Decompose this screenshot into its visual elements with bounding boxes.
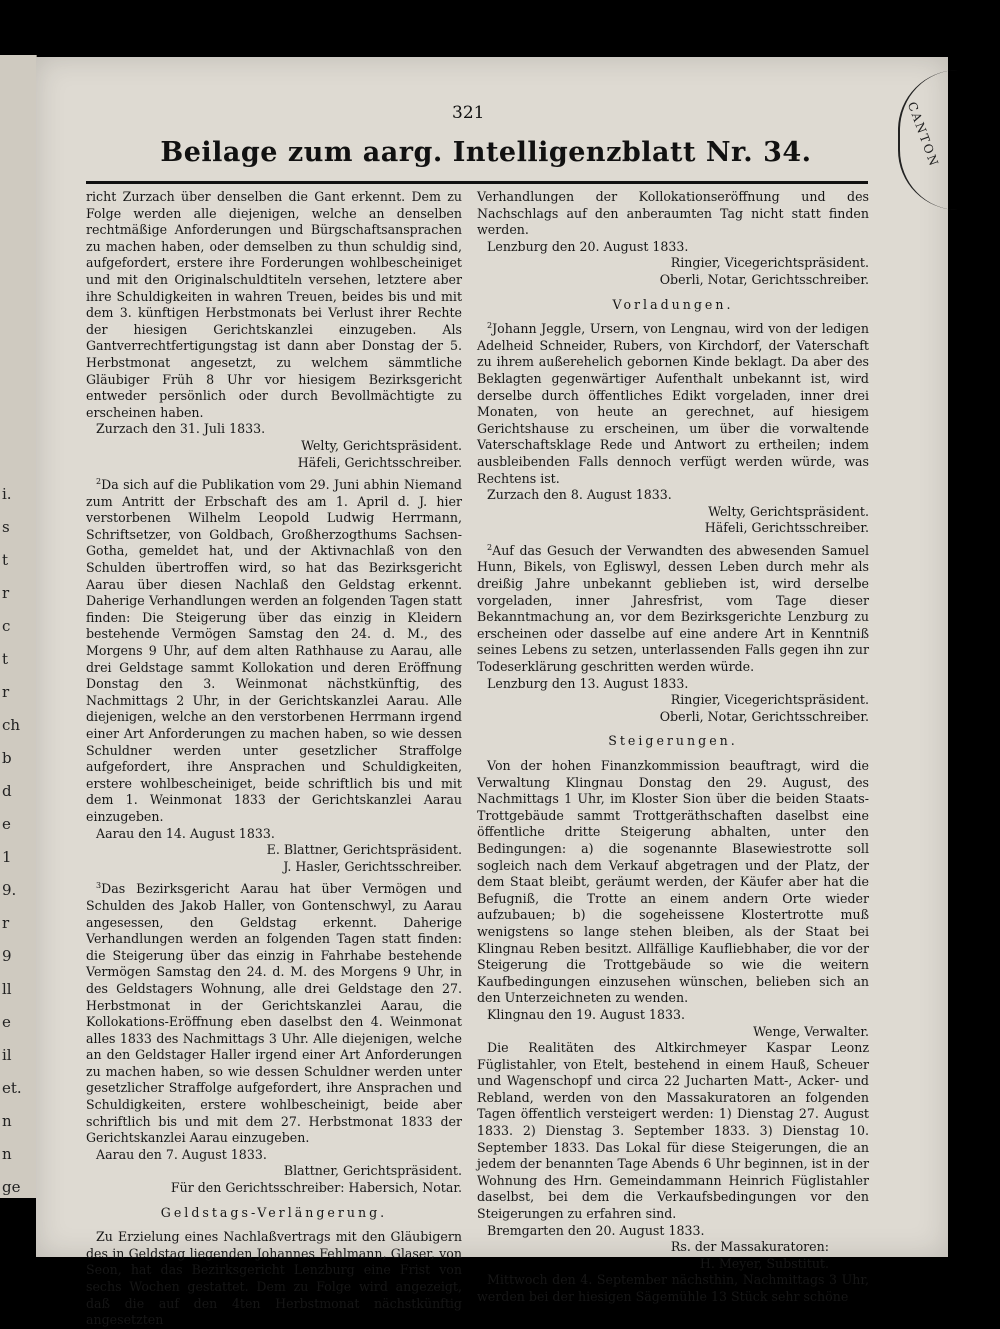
prev-page-fragment: s xyxy=(2,518,10,536)
notice-text: $^3$Das Bezirksgericht Aarau hat über Vermögen und Schulden des Jakob Haller, von Gontenschwyl, zu Aarau angesessen, den Geldstag erkennt. Daherige Verhandlungen werden an folgenden Tagen statt finden: die Steigerung über das einzig in Fahrhabe bestehende Vermögen Samstag den 24. d. M. des Morgens 9 Uhr, in des Geldstagers Wohnung, alle drei Geldstage den 27. Herbstmonat in der Gerichtskanzlei Aarau, die Kollokations-Eröffnung eben daselbst den 4. Weinmonat alles 1833 des Nachmittags 3 Uhr. Alle diejenigen, welche an den Geldstager Haller irgend einer Art Anforderungen zu machen haben, so wie dessen Schuldner werden unter gesetzlicher Straffolge aufgefordert, ihre Ansprachen und Schuldigkeiten, erstere wohlbescheinigt, beide aber schriftlich bis und mit dem 27. Herbstmonat 1833 der Gerichtskanzlei Aarau einzugeben. xyxy=(86,881,462,1146)
previous-page-edge xyxy=(0,55,37,1198)
signature: Welty, Gerichtspräsident. xyxy=(708,503,869,519)
prev-page-fragment: n xyxy=(2,1112,12,1130)
newspaper-page xyxy=(36,57,948,1328)
notice-text: Zu Erzielung eines Nachlaßvertrags mit den Gläubigern des in Geldstag liegenden Johannes Fehlmann, Glaser, von Seon, hat das Bezirksgericht Lenzburg eine Frist von sechs Wochen gestattet. Dem zu Folge wird angezeigt, daß die auf den 4ten Herbstmonat nächstkünftig angesetzten xyxy=(86,1229,462,1328)
notice-text: Von der hohen Finanzkommission beauftragt, wird die Verwaltung Klingnau Donstag den 29. August, des Nachmittags 1 Uhr, im Kloster Sion über die beiden Staats-Trottgebäude sammt Trottgeräthschaften daselbst eine öffentliche dritte Steigerung abhalten, unter den Bedingungen: a) die sogenannte Blasewiestrotte soll sogleich nach dem Verkauf abgetragen und der Platz, der dem Staat bleibt, geräumt werden, der Käufer aber hat die Befugniß, die Trotte an einem andern Orte wieder aufzubauen; b) die sogeheissene Klostertrotte muß wenigstens so lange stehen bleiben, als der Staat bei Klingnau Reben besitzt. Allfällige Kaufliebhaber, die vor der Steigerung die Trottgebäude so wie die weitern Kaufbedingungen einzusehen wünschen, belieben sich an den Unterzeichneten zu wenden. xyxy=(477,758,869,1006)
prev-page-fragment: ge xyxy=(2,1178,21,1196)
notice-text: Die Realitäten des Altkirchmeyer Kaspar Leonz Füglistahler, von Etelt, bestehend in einem Hauß, Scheuer und Wagenschopf und circa 22 Jucharten Matt-, Acker- und Rebland, werden von den Massakuratoren an folgenden Tagen öffentlich versteigert werden: 1) Dienstag 27. August 1833. 2) Dienstag 3. September 1833. 3) Dienstag 10. September 1833. Das Lokal für diese Steigerungen, die an jedem der benannten Tage Abends 6 Uhr beginnen, ist in der Wohnung des Hrn. Gemeindammann Heinrich Füglistahler daselbst, bei dem die Verkaufsbedingungen vor den Steigerungen zu erfahren sind. xyxy=(477,1040,869,1222)
notice-text: $^2$Johann Jeggle, Ursern, von Lengnau, wird von der ledigen Adelheid Schneider, Rubers, von Kirchdorf, der Vaterschaft zu ihrem außerehelich gebornen Kinde beklagt. Da aber des Beklagten gegenwärtiger Aufenthalt unbekannt ist, wird derselbe durch öffentliches Edikt vorgeladen, inner drei Monaten, von heute an gerechnet, auf hiesigem Gerichtshause zu erscheinen, um über die vorwaltende Vaterschaftsklage Rede und Antwort zu ertheilen; indem ausbleibenden Falls dennoch verfügt werden würde, was Rechtens ist. xyxy=(477,320,869,486)
signature: Ringier, Vicegerichtspräsident. xyxy=(670,255,869,271)
prev-page-fragment: 1 xyxy=(2,848,12,866)
signature: Blattner, Gerichtspräsident. xyxy=(283,1163,462,1179)
notice-date: Aarau den 14. August 1833. xyxy=(96,825,275,841)
prev-page-fragment: ll xyxy=(2,980,12,998)
signature: Häfeli, Gerichtsschreiber. xyxy=(704,520,869,536)
notice-text: richt Zurzach über denselben die Gant erkennt. Dem zu Folge werden alle diejenigen, welche an denselben rechtmäßige Anforderungen und Bürgschaftsansprachen zu machen haben, oder demselben zu thun schuldig sind, aufgefordert, erstere ihre Forderungen wohlbescheiniget und mit den Originalschuldtiteln versehen, letztere aber ihre Schuldigkeiten in wahren Treuen, beides bis und mit dem 3. künftigen Herbstmonats bei Verlust ihrer Rechte der hiesigen Gerichtskanzlei einzugeben. Als Gantverrechtfertigungstag ist dann aber Donstag der 5. Herbstmonat angesetzt, zu welchem sämmtliche Gläubiger Früh 8 Uhr vor hiesigem Bezirksgericht entweder persönlich oder durch Bevollmächtigte zu erscheinen haben. xyxy=(86,189,462,420)
prev-page-fragment: ch xyxy=(2,716,21,734)
notice-date: Zurzach den 31. Juli 1833. xyxy=(96,421,266,437)
notice-date: Lenzburg den 20. August 1833. xyxy=(487,238,689,254)
signature: J. Hasler, Gerichtsschreiber. xyxy=(283,858,462,874)
prev-page-fragment: d xyxy=(2,782,12,800)
notice-date: Klingnau den 19. August 1833. xyxy=(487,1006,685,1022)
signature: Für den Gerichtsschreiber: Habersich, Notar. xyxy=(170,1180,462,1196)
signature: E. Blattner, Gerichtspräsident. xyxy=(266,842,462,858)
signature: Wenge, Verwalter. xyxy=(753,1023,869,1039)
signature: Oberli, Notar, Gerichtsschreiber. xyxy=(659,708,869,724)
prev-page-fragment: et. xyxy=(2,1079,22,1097)
prev-page-fragment: n xyxy=(2,1145,12,1163)
signature: Welty, Gerichtspräsident. xyxy=(301,437,462,453)
notice-date: Bremgarten den 20. August 1833. xyxy=(487,1222,705,1238)
prev-page-fragment: r xyxy=(2,683,10,701)
signature: Rs. der Massakuratoren: xyxy=(670,1239,829,1255)
right-column xyxy=(477,189,869,1306)
signature: Ringier, Vicegerichtspräsident. xyxy=(670,692,869,708)
prev-page-fragment: b xyxy=(2,749,12,767)
section-heading: Vorladungen. xyxy=(612,296,734,312)
notice-text: Verhandlungen der Kollokationseröffnung und des Nachschlags auf den anberaumten Tag nicht statt finden werden. xyxy=(477,189,869,238)
notice-date: Aarau den 7. August 1833. xyxy=(96,1146,267,1162)
signature: Oberli, Notar, Gerichtsschreiber. xyxy=(659,271,869,287)
prev-page-fragment: r xyxy=(2,914,10,932)
prev-page-fragment: il xyxy=(2,1046,12,1064)
signature: Häfeli, Gerichtsschreiber. xyxy=(297,454,462,470)
prev-page-fragment: e xyxy=(2,815,11,833)
title-rule xyxy=(86,181,868,184)
page-title: Beilage zum aarg. Intelligenzblatt Nr. 34. xyxy=(160,137,812,168)
signature: H. Meyer, Substitut. xyxy=(699,1255,829,1271)
section-heading: Geldstags-Verlängerung. xyxy=(160,1204,388,1220)
archive-stamp xyxy=(898,70,1000,210)
prev-page-fragment: i. xyxy=(2,485,12,503)
stamp-text: CANTON xyxy=(904,100,942,170)
notice-date: Zurzach den 8. August 1833. xyxy=(487,487,672,503)
notice-text: Mittwoch den 4. September nächsthin, Nachmittags 3 Uhr, werden bei der hiesigen Sägemühle 13 Stück sehr schöne xyxy=(477,1272,869,1304)
left-column xyxy=(86,189,462,1329)
prev-page-fragment: r xyxy=(2,584,10,602)
section-heading: Steigerungen. xyxy=(608,733,738,749)
prev-page-fragment: t xyxy=(2,551,9,569)
prev-page-fragment: c xyxy=(2,617,11,635)
prev-page-fragment: e xyxy=(2,1013,11,1031)
prev-page-fragment: 9. xyxy=(2,881,17,899)
notice-date: Lenzburg den 13. August 1833. xyxy=(487,675,689,691)
prev-page-fragment: 9 xyxy=(2,947,12,965)
page-number: 321 xyxy=(452,103,485,123)
notice-text: $^2$Da sich auf die Publikation vom 29. Juni abhin Niemand zum Antritt der Erbschaft des am 1. April d. J. hier verstorbenen Wilhelm Leopold Ludwig Herrmann, Schriftsetzer, von Goldbach, Großherzogthums Sachsen-Gotha, gemeldet hat, und der Aktivnachlaß von den Schulden übertroffen wird, so hat das Bezirksgericht Aarau über diesen Nachlaß den Geldstag erkennt. Daherige Verhandlungen werden an folgenden Tagen statt finden: Die Steigerung über das einzig in Kleidern bestehende Vermögen Samstag den 24. d. M., des Morgens 9 Uhr, auf dem alten Rathhause zu Aarau, alle drei Geldstage sammt Kollokation und deren Eröffnung Donstag den 3. Weinmonat nächstkünftig, des Nachmittags 2 Uhr, in der Gerichtskanzlei Aarau. Alle diejenigen, welche an den verstorbenen Herrmann irgend einer Art Anforderungen zu machen haben, so wie dessen Schuldner werden unter gesetzlicher Straffolge aufgefordert, ihre Ansprachen und Schuldigkeiten, erstere wohlbescheiniget, beide schriftlich bis und mit dem 1. Weinmonat 1833 der Gerichtskanzlei Aarau einzugeben. xyxy=(86,476,462,824)
prev-page-fragment: t xyxy=(2,650,9,668)
notice-text: $^2$Auf das Gesuch der Verwandten des abwesenden Samuel Hunn, Bikels, von Egliswyl, dessen Leben durch mehr als dreißig Jahre unbekannt geblieben ist, wird derselbe vorgeladen, inner Jahresfrist, vom Tage dieser Bekanntmachung an, vor dem Bezirksgerichte Lenzburg zu erscheinen oder dasselbe auf eine andere Art in Kenntniß seines Lebens zu setzen, unterlassenden Falls gegen ihn zur Todeserklärung geschritten werden würde. xyxy=(477,542,869,675)
